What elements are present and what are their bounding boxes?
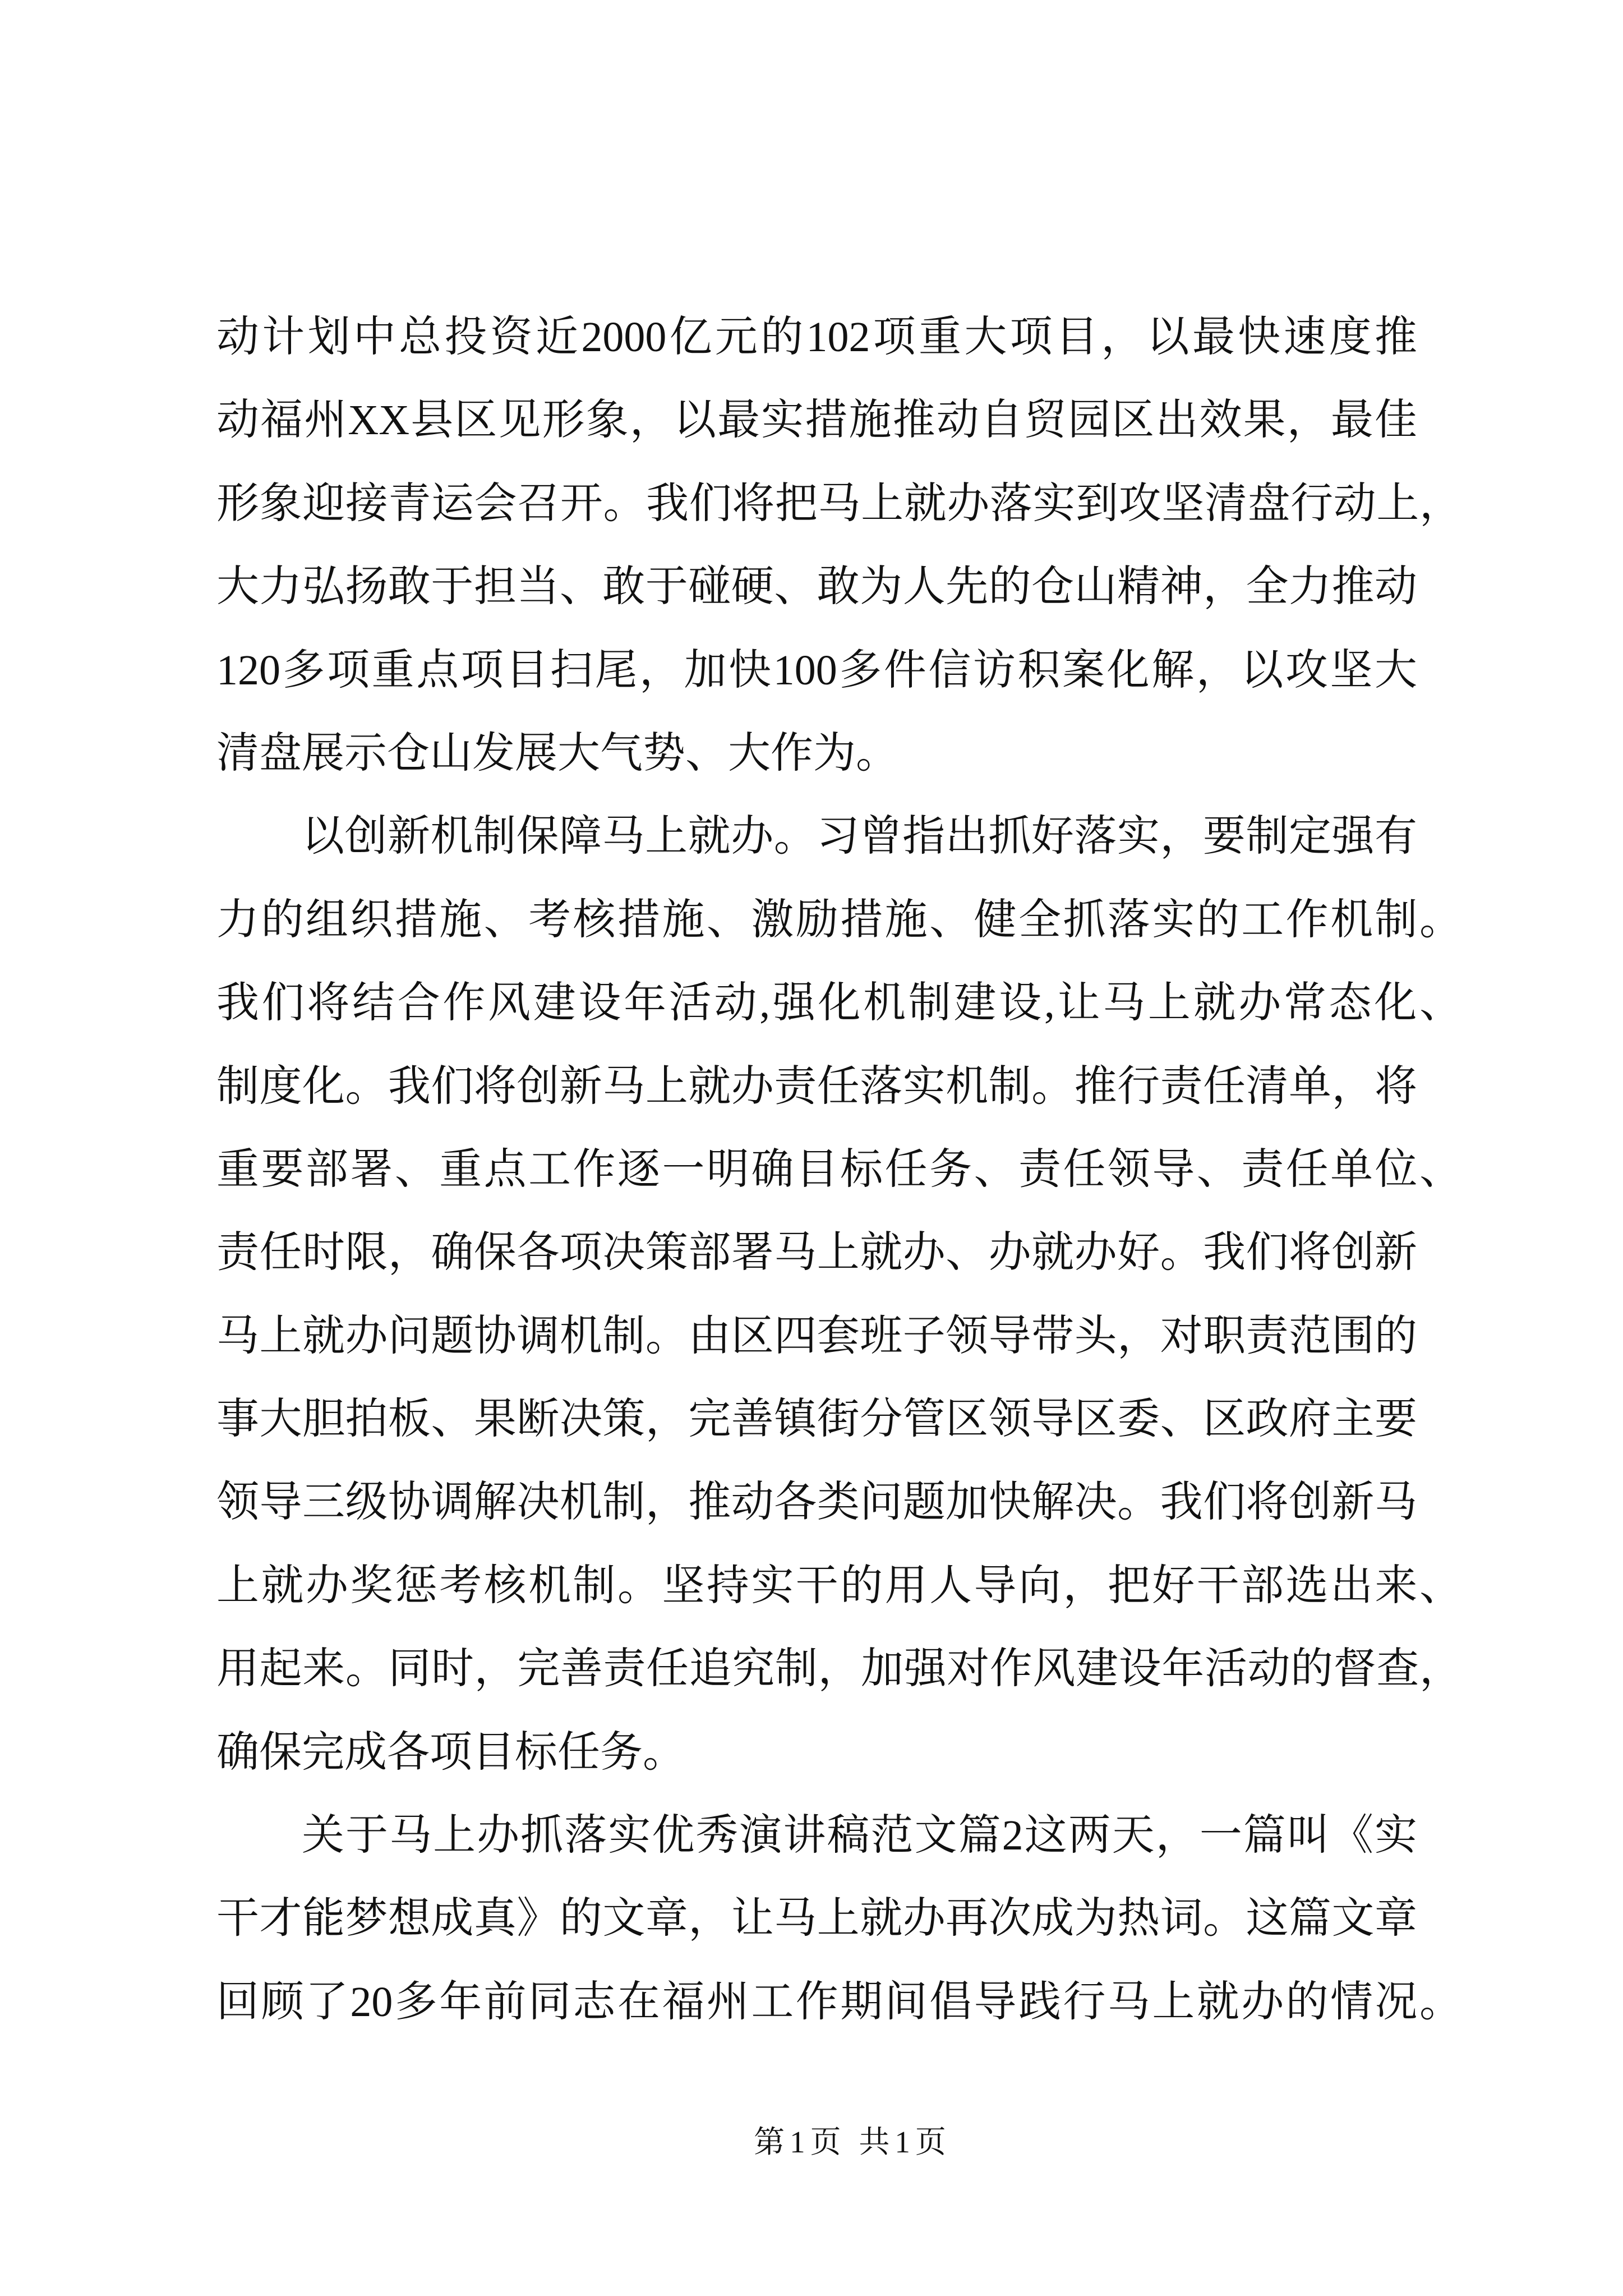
text-line: 以创新机制保障马上就办。习曾指出抓好落实，要制定强有 [302, 813, 1417, 861]
text-line: 马上就办问题协调机制。由区四套班子领导带头，对职责范围的 [216, 1312, 1417, 1360]
paragraph [216, 296, 1462, 795]
text-line: 领导三级协调解决机制，推动各类问题加快解决。我们将创新马 [216, 1479, 1417, 1526]
text-line: 制度化。我们将创新马上就办责任落实机制。推行责任清单，将 [216, 1062, 1417, 1110]
text-line: 120多项重点项目扫尾，加快100多件信访积案化解，以攻坚大 [216, 646, 1417, 694]
text-line: 上就办奖惩考核机制。坚持实干的用人导向，把好干部选出来、 [216, 1562, 1462, 1609]
text-line: 责任时限，确保各项决策部署马上就办、办就办好。我们将创新 [216, 1229, 1417, 1277]
paragraph [216, 795, 1462, 1794]
body-text [216, 296, 1462, 2044]
text-line: 我们将结合作风建设年活动,强化机制建设,让马上就办常态化、 [216, 979, 1462, 1027]
text-line: 力的组织措施、考核措施、激励措施、健全抓落实的工作机制。 [216, 896, 1462, 944]
page-number: 第1页 共1页 [754, 2125, 951, 2159]
paragraph [216, 1794, 1462, 2044]
text-line: 关于马上办抓落实优秀演讲稿范文篇2这两天，一篇叫《实 [302, 1812, 1417, 1860]
text-line: 形象迎接青运会召开。我们将把马上就办落实到攻坚清盘行动上， [216, 480, 1462, 527]
text-line: 事大胆拍板、果断决策，完善镇街分管区领导区委、区政府主要 [216, 1396, 1417, 1443]
page-footer [740, 2120, 965, 2165]
text-line: 清盘展示仓山发展大气势、大作为。 [216, 729, 898, 777]
text-line: 重要部署、重点工作逐一明确目标任务、责任领导、责任单位、 [216, 1145, 1462, 1193]
text-line: 大力弘扬敢于担当、敢于碰硬、敢为人先的仓山精神，全力推动 [216, 563, 1417, 611]
text-line: 动福州XX县区见形象，以最实措施推动自贸园区出效果，最佳 [216, 397, 1417, 444]
text-line: 动计划中总投资近2000亿元的102项重大项目，以最快速度推 [216, 314, 1417, 361]
text-line: 干才能梦想成真》的文章，让马上就办再次成为热词。这篇文章 [216, 1895, 1417, 1943]
text-line: 确保完成各项目标任务。 [216, 1728, 685, 1776]
text-line: 回顾了20多年前同志在福州工作期间倡导践行马上就办的情况。 [216, 1978, 1462, 2026]
text-line: 用起来。同时，完善责任追究制，加强对作风建设年活动的督查， [216, 1645, 1462, 1693]
